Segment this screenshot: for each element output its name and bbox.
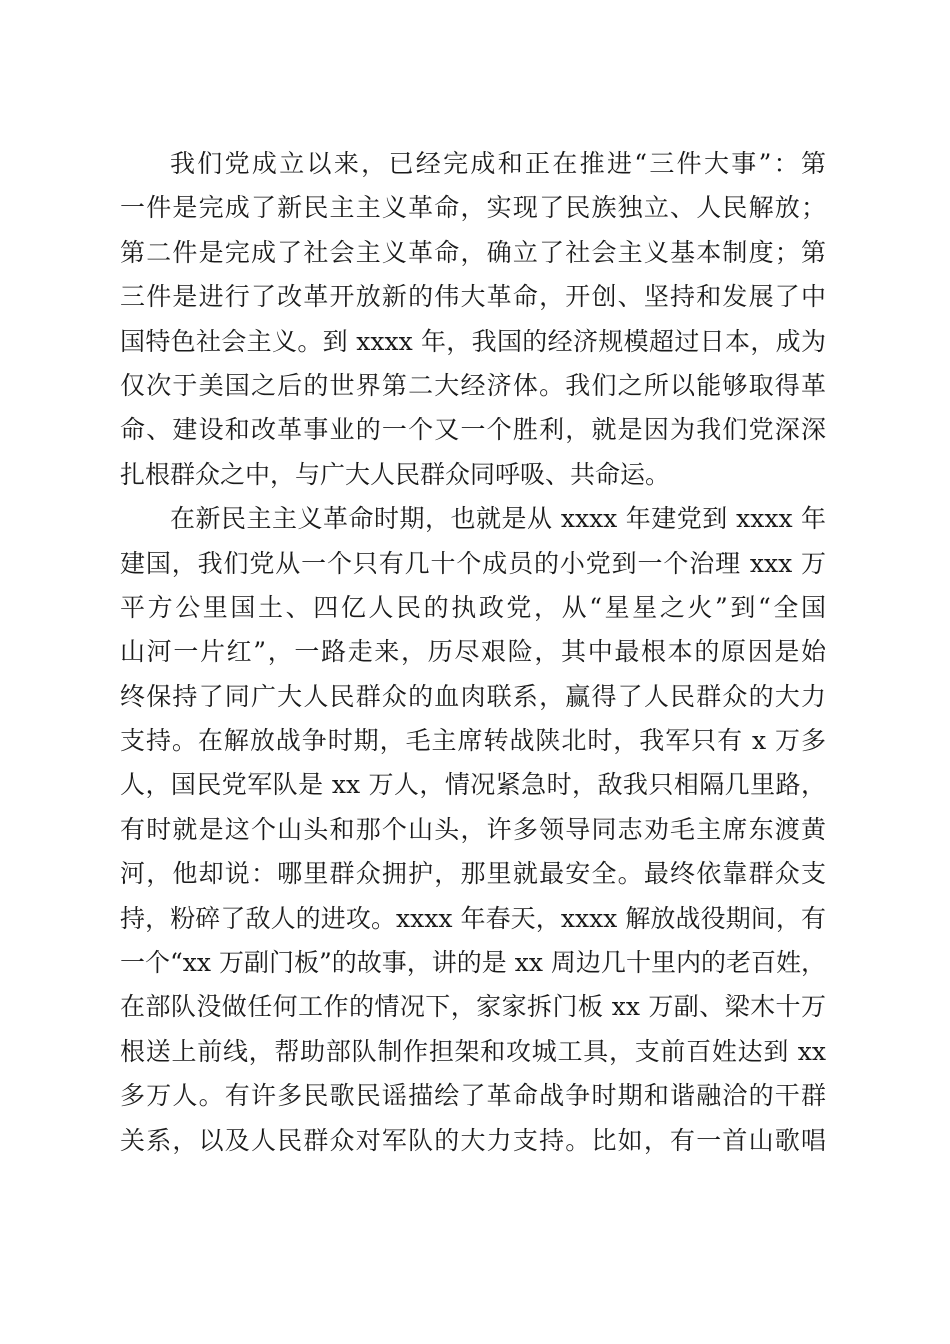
text-line: 我们党成立以来，已经完成和正在推进“三件大事”：第 xyxy=(170,149,826,178)
text-line: 在新民主主义革命时期，也就是从 xxxx 年建党到 xxxx 年 xyxy=(170,504,826,534)
text-line: 关系，以及人民群众对军队的大力支持。比如，有一首山歌唱 xyxy=(120,1125,826,1155)
document-body xyxy=(120,142,826,1163)
text-line: 仅次于美国之后的世界第二大经济体。我们之所以能够取得革 xyxy=(120,370,826,400)
text-line: 多万人。有许多民歌民谣描绘了革命战争时期和谐融洽的干群 xyxy=(120,1081,826,1111)
text-line: 建国，我们党从一个只有几十个成员的小党到一个治理 xxx 万 xyxy=(120,548,826,578)
paragraph-2 xyxy=(120,497,826,1163)
text-line: 终保持了同广大人民群众的血肉联系，赢得了人民群众的大力 xyxy=(120,681,826,711)
text-line: 一件是完成了新民主主义革命，实现了民族独立、人民解放； xyxy=(120,193,826,223)
text-line: 在部队没做任何工作的情况下，家家拆门板 xx 万副、梁木十万 xyxy=(120,992,826,1022)
text-line: 有时就是这个山头和那个山头，许多领导同志劝毛主席东渡黄 xyxy=(120,814,826,844)
text-line: 第二件是完成了社会主义革命，确立了社会主义基本制度；第 xyxy=(120,237,826,267)
text-line: 国特色社会主义。到 xxxx 年，我国的经济规模超过日本，成为 xyxy=(120,326,826,356)
text-line: 根送上前线，帮助部队制作担架和攻城工具，支前百姓达到 xx xyxy=(120,1036,826,1066)
text-line: 人，国民党军队是 xx 万人，情况紧急时，敌我只相隔几里路， xyxy=(120,770,826,800)
text-line: 扎根群众之中，与广大人民群众同呼吸、共命运。 xyxy=(120,459,671,489)
text-line: 三件是进行了改革开放新的伟大革命，开创、坚持和发展了中 xyxy=(120,282,826,312)
text-line: 命、建设和改革事业的一个又一个胜利，就是因为我们党深深 xyxy=(120,415,826,445)
paragraph-1 xyxy=(120,142,826,497)
text-line: 一个“xx 万副门板”的故事，讲的是 xx 周边几十里内的老百姓， xyxy=(120,948,826,978)
text-line: 平方公里国土、四亿人民的执政党，从“星星之火”到“全国 xyxy=(120,592,826,622)
text-line: 支持。在解放战争时期，毛主席转战陕北时，我军只有 x 万多 xyxy=(120,726,826,756)
text-line: 河，他却说：哪里群众拥护，那里就最安全。最终依靠群众支 xyxy=(120,859,826,889)
text-line: 持，粉碎了敌人的进攻。xxxx 年春天，xxxx 解放战役期间，有 xyxy=(120,903,826,933)
text-line: 山河一片红”，一路走来，历尽艰险，其中最根本的原因是始 xyxy=(120,637,826,667)
